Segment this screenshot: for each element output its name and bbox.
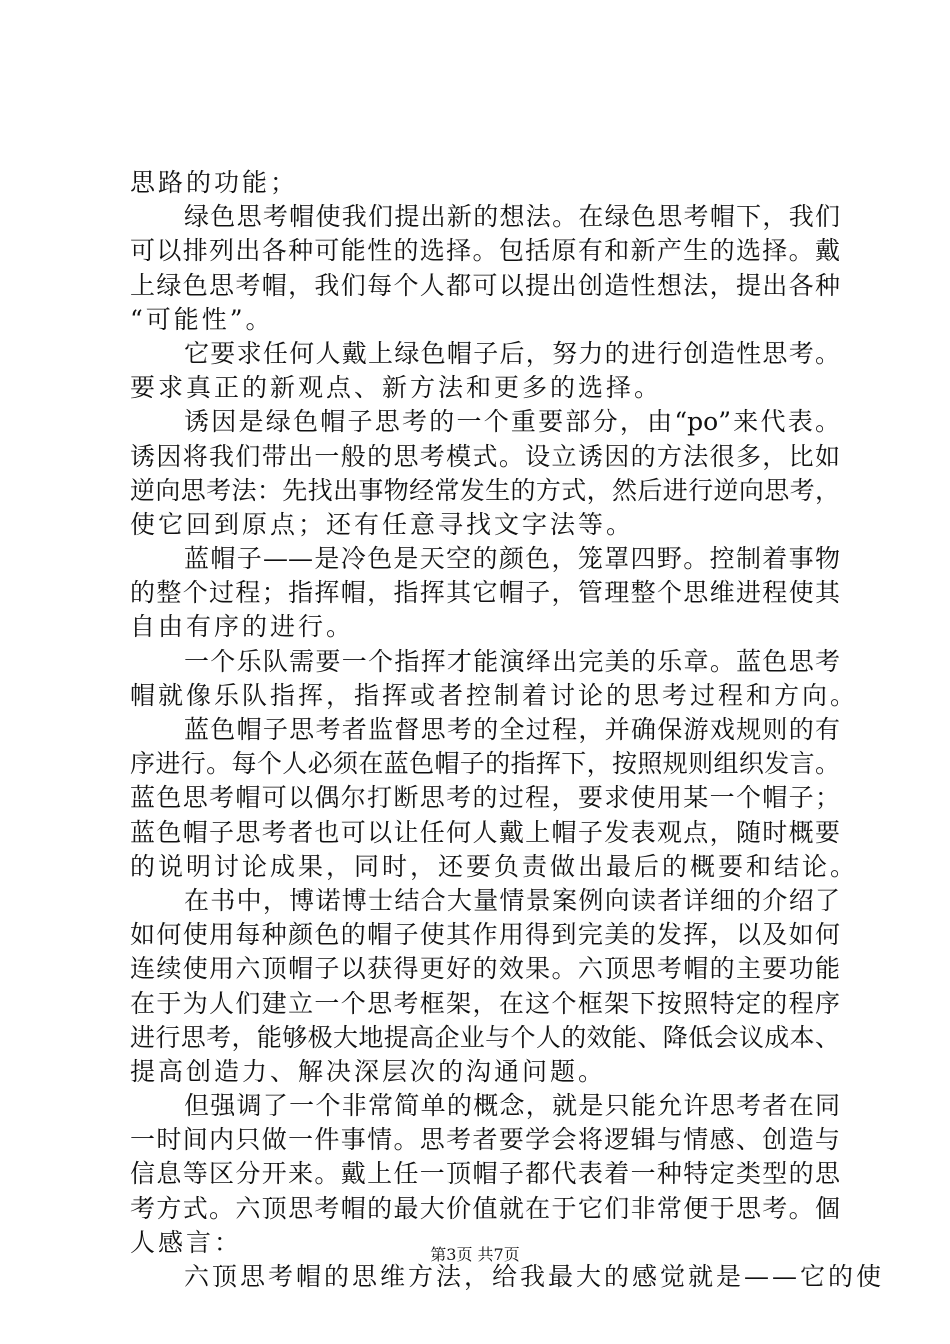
text-line: 进行思考，能够极大地提高企业与个人的效能、降低会议成本、 bbox=[130, 1022, 840, 1052]
text-line: 诱因将我们带出一般的思考模式。设立诱因的方法很多，比如 bbox=[130, 441, 840, 471]
document-body bbox=[130, 166, 885, 1294]
text-line: 帽就像乐队指挥，指挥或者控制着讨论的思考过程和方向。 bbox=[130, 680, 859, 710]
text-line: 可以排列出各种可能性的选择。包括原有和新产生的选择。戴 bbox=[130, 236, 840, 266]
text-line: 六顶思考帽的思维方法，给我最大的感觉就是——它的使 bbox=[184, 1262, 885, 1291]
text-line: 要求真正的新观点、新方法和更多的选择。 bbox=[130, 373, 663, 403]
text-line: 信息等区分开来。戴上任一顶帽子都代表着一种特定类型的思 bbox=[130, 1159, 840, 1189]
text-line: 人感言： bbox=[130, 1227, 243, 1257]
text-line: 连续使用六顶帽子以获得更好的效果。六顶思考帽的主要功能 bbox=[130, 954, 840, 984]
text-line: 一个乐队需要一个指挥才能演绎出完美的乐章。蓝色思考 bbox=[184, 646, 840, 676]
text-line: 序进行。每个人必须在蓝色帽子的指挥下，按照规则组织发言。 bbox=[130, 749, 840, 779]
text-line: 逆向思考法：先找出事物经常发生的方式，然后进行逆向思考， bbox=[130, 475, 840, 505]
text-line: 它要求任何人戴上绿色帽子后，努力的进行创造性思考。 bbox=[184, 338, 840, 368]
text-line: 绿色思考帽使我们提出新的想法。在绿色思考帽下，我们 bbox=[184, 202, 840, 232]
text-line: 诱因是绿色帽子思考的一个重要部分，由“po”来代表。 bbox=[184, 407, 840, 437]
text-line: 使它回到原点；还有任意寻找文字法等。 bbox=[130, 509, 635, 539]
text-line: 上绿色思考帽，我们每个人都可以提出创造性想法，提出各种 bbox=[130, 270, 840, 300]
text-line: 自由有序的进行。 bbox=[130, 612, 355, 642]
text-line: 蓝色帽子思考者也可以让任何人戴上帽子发表观点，随时概要 bbox=[130, 817, 840, 847]
text-line: 如何使用每种颜色的帽子使其作用得到完美的发挥，以及如何 bbox=[130, 920, 840, 950]
text-line: 思路的功能； bbox=[130, 168, 299, 197]
text-line: 在于为人们建立一个思考框架，在这个框架下按照特定的程序 bbox=[130, 988, 840, 1018]
text-line: 的整个过程；指挥帽，指挥其它帽子，管理整个思维进程使其 bbox=[130, 578, 840, 608]
text-line: 蓝色思考帽可以偶尔打断思考的过程，要求使用某一个帽子； bbox=[130, 783, 840, 813]
text-line: 的说明讨论成果，同时，还要负责做出最后的概要和结论。 bbox=[130, 851, 859, 881]
text-line: 在书中，博诺博士结合大量情景案例向读者详细的介绍了 bbox=[184, 885, 840, 915]
text-line: 蓝色帽子思考者监督思考的全过程，并确保游戏规则的有 bbox=[184, 715, 840, 744]
text-line: 提高创造力、解决深层次的沟通问题。 bbox=[130, 1056, 607, 1086]
text-line: 但强调了一个非常简单的概念，就是只能允许思考者在同 bbox=[184, 1091, 840, 1121]
text-line: “可能性”。 bbox=[130, 304, 274, 334]
text-line: 考方式。六顶思考帽的最大价值就在于它们非常便于思考。個 bbox=[130, 1193, 840, 1223]
text-line: 一时间内只做一件事情。思考者要学会将逻辑与情感、创造与 bbox=[130, 1125, 840, 1155]
text-line: 蓝帽子——是冷色是天空的颜色，笼罩四野。控制着事物 bbox=[184, 544, 840, 574]
page-footer: 第3页 共7页 bbox=[430, 1245, 520, 1264]
